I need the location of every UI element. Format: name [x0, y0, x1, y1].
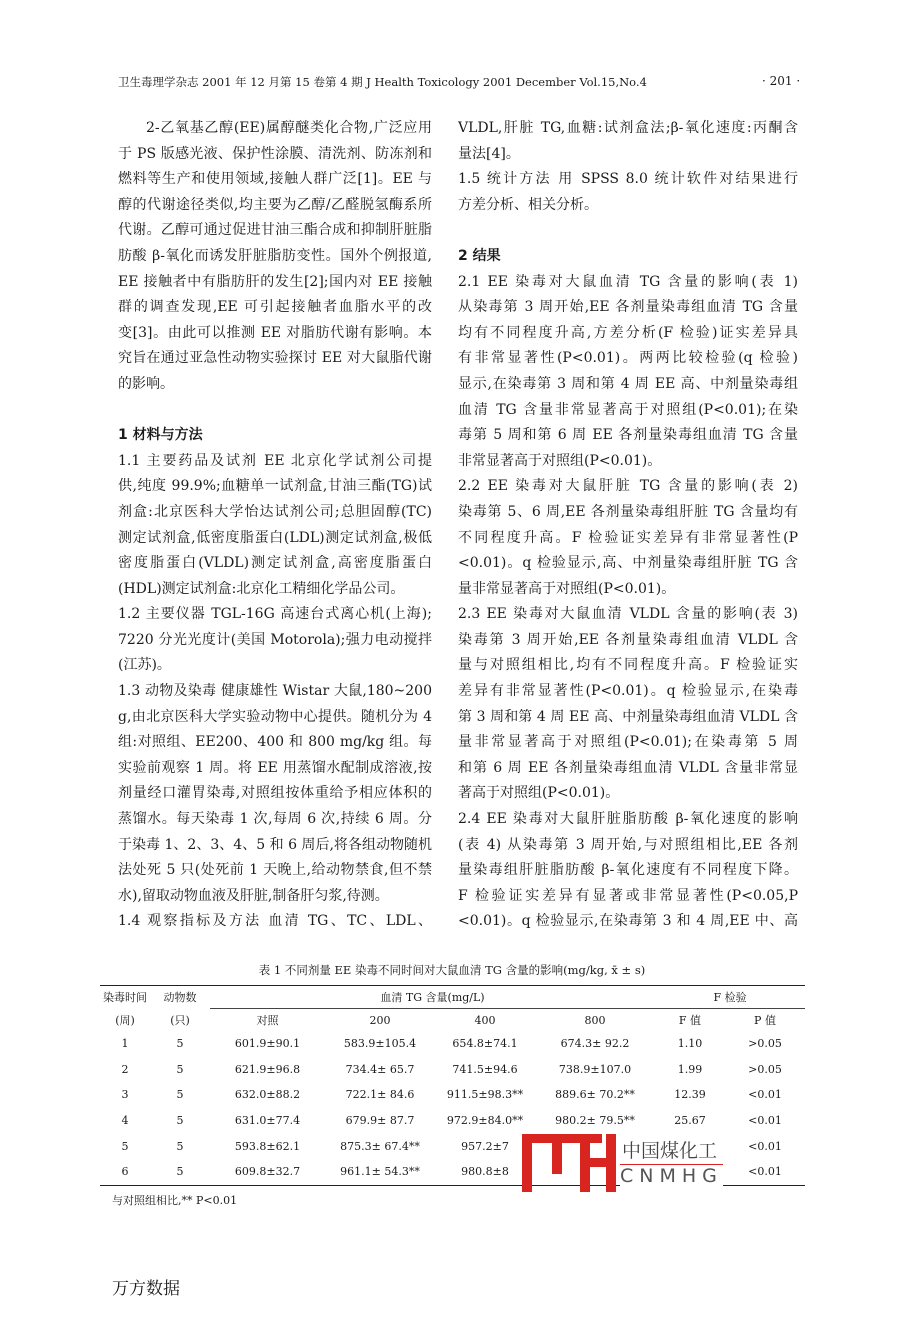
right-column	[458, 116, 798, 935]
text-line: 实验前观察 1 周。将 EE 用蒸馏水配制成溶液,按	[118, 759, 432, 776]
text-line: VLDL,肝脏 TG,血糖:试剂盒法;β-氧化速度:丙酮含	[458, 120, 798, 136]
table-cell: 5	[150, 1159, 210, 1185]
table-cell: 957.2±7	[461, 1139, 509, 1153]
table-cell: 5	[176, 1114, 184, 1128]
text-line: (HDL)测定试剂盒:北京化工精细化学品公司。	[118, 580, 405, 597]
table-cell: 621.9±96.8	[234, 1062, 301, 1076]
table-cell: 738.9±107.0	[558, 1062, 632, 1076]
text-line: 差异有非常显著性(P<0.01)。q 检验显示,在染毒	[458, 683, 798, 700]
text-line: 1.3 动物及染毒 健康雄性 Wistar 大鼠,180~200	[118, 683, 432, 700]
text-line: 2-乙氧基乙醇(EE)属醇醚类化合物,广泛应用	[146, 120, 432, 136]
text-line: F 检验证实差异有显著或非常显著性(P<0.05,P	[458, 887, 798, 904]
text-line: 1.5 统计方法 用 SPSS 8.0 统计软件对结果进行	[458, 171, 798, 188]
text-line: 蒸馏水。每天染毒 1 次,每周 6 次,持续 6 周。分	[118, 811, 432, 828]
table-cell: 1.10	[677, 1037, 703, 1051]
table-cell: <0.01	[748, 1088, 782, 1102]
text-line: 组:对照组、EE200、400 和 800 mg/kg 组。每	[118, 734, 432, 751]
table-cell: 12.39	[674, 1088, 706, 1102]
text-line: 量非常显著高于对照组(P<0.01)。	[458, 580, 676, 597]
table-cell: 632.0±88.2	[234, 1088, 301, 1102]
text-line: 量法[4]。	[458, 145, 520, 162]
table-cell: <0.01	[748, 1114, 782, 1128]
text-line: 第 3 周和第 4 周 EE 高、中剂量染毒组血清 VLDL 含	[458, 708, 798, 725]
section-heading: 1 材料与方法	[118, 427, 203, 444]
table-cell: 601.9±90.1	[234, 1037, 301, 1051]
text-line: (江苏)。	[118, 657, 171, 674]
table-cell: 6	[100, 1159, 150, 1185]
watermark-subtext: CNMHG	[620, 1165, 723, 1187]
table-cell: 674.3± 92.2	[560, 1037, 630, 1051]
text-line: 的影响。	[118, 375, 174, 392]
text-line: 法处死 5 只(处死前 1 天晚上,给动物禁食,但不禁	[118, 862, 432, 879]
text-line: 2.3 EE 染毒对大鼠血清 VLDL 含量的影响(表 3)	[458, 606, 798, 623]
text-line: 染毒第 3 周开始,EE 各剂量染毒组血清 VLDL 含	[458, 631, 798, 648]
text-line: 群的调查发现,EE 可引起接触者血脂水平的改	[118, 299, 432, 316]
text-line: 究旨在通过亚急性动物实验探讨 EE 对大鼠脂代谢	[118, 350, 432, 367]
text-line: 均有不同程度升高,方差分析(F 检验)证实差异具	[458, 324, 798, 341]
table-row	[100, 1108, 805, 1134]
text-line: 于染毒 1、2、3、4、5 和 6 周后,将各组动物随机	[118, 836, 432, 853]
text-line: 染毒第 5、6 周,EE 各剂量染毒组肝脏 TG 含量均有	[458, 503, 798, 520]
table-cell: 1	[121, 1037, 129, 1051]
table-cell: 972.9±84.0**	[446, 1114, 524, 1128]
table-cell: 911.5±98.3**	[446, 1088, 524, 1102]
table-cell: 593.8±62.1	[234, 1139, 301, 1153]
table-cell: 5	[176, 1139, 184, 1153]
col-subheader: 800	[535, 1009, 655, 1032]
text-line: 1.1 主要药品及试剂 EE 北京化学试剂公司提	[118, 452, 432, 469]
text-line: 1.2 主要仪器 TGL-16G 高速台式离心机(上海);	[118, 606, 432, 623]
table-cell: 609.8±32.7	[210, 1159, 325, 1185]
table-row	[100, 1031, 805, 1057]
table-cell: 1.99	[677, 1062, 703, 1076]
table-cell: <0.01	[725, 1159, 805, 1185]
text-line: 不同程度升高。F 检验证实差异有非常显著性(P	[458, 529, 798, 546]
col-subheader: 400	[435, 1009, 535, 1032]
table-cell: 631.0±77.4	[234, 1114, 301, 1128]
text-line: <0.01)。q 检验显示,在染毒第 3 和 4 周,EE 中、高	[458, 913, 798, 930]
col-subheader: 对照	[210, 1009, 325, 1032]
text-line: 燃料等生产和使用领域,接触人群广泛[1]。EE 与	[118, 171, 432, 188]
table-cell: 583.9±105.4	[343, 1037, 417, 1051]
table-cell: 5	[176, 1062, 184, 1076]
running-header: 卫生毒理学杂志 2001 年 12 月第 15 卷第 4 期 J Health Toxicology 2001 December Vol.15,No.4	[118, 75, 647, 89]
text-line: 2.1 EE 染毒对大鼠血清 TG 含量的影响(表 1)	[458, 273, 798, 290]
text-line: 非常显著高于对照组(P<0.01)。	[458, 452, 662, 469]
col-header-ftest: F 检验	[655, 986, 805, 1009]
table-cell: >0.05	[748, 1037, 782, 1051]
text-line: 和第 6 周 EE 各剂量染毒组血清 VLDL 含量非常显	[458, 759, 798, 776]
table-cell: 961.1± 54.3**	[325, 1159, 435, 1185]
text-line: 2.2 EE 染毒对大鼠肝脏 TG 含量的影响(表 2)	[458, 478, 798, 495]
table-cell: 734.4± 65.7	[345, 1062, 415, 1076]
table-cell: 3	[121, 1088, 129, 1102]
text-line: 剂盒:北京医科大学怡达试剂公司;总胆固醇(TC)	[118, 503, 432, 520]
text-line: 著高于对照组(P<0.01)。	[458, 785, 620, 802]
text-line: 1.4 观察指标及方法 血清 TG、TC、LDL、	[118, 913, 432, 930]
text-line: 供,纯度 99.9%;血糖单一试剂盒,甘油三酯(TG)试	[118, 478, 432, 495]
text-line: 密度脂蛋白(VLDL)测定试剂盒,高密度脂蛋白	[118, 555, 432, 572]
col-header-count: 动物数	[150, 986, 210, 1009]
col-subheader: 200	[325, 1009, 435, 1032]
table-footnote: 与对照组相比,** P<0.01	[112, 1194, 238, 1207]
spacer	[118, 398, 432, 424]
table-caption: 表 1 不同剂量 EE 染毒不同时间对大鼠血清 TG 含量的影响(mg/kg, x̄ ± s)	[258, 963, 646, 977]
text-line: 毒第 5 周和第 6 周 EE 各剂量染毒组血清 TG 含量	[458, 427, 798, 444]
text-line: EE 接触者中有脂肪肝的发生[2];国内对 EE 接触	[118, 273, 432, 290]
text-line: (表 4) 从染毒第 3 周开始,与对照组相比,EE 各剂	[458, 836, 798, 853]
table-cell: 980.8±8	[435, 1159, 535, 1185]
text-line: 从染毒第 3 周开始,EE 各剂量染毒组血清 TG 含量	[458, 299, 798, 316]
text-line: 代谢。乙醇可通过促进甘油三酯合成和抑制肝脏脂	[118, 222, 432, 239]
text-line: 肪酸 β-氧化而诱发肝脏脂肪变性。国外个例报道,	[118, 247, 432, 264]
text-line: 2.4 EE 染毒对大鼠肝脏脂肪酸 β-氧化速度的影响	[458, 811, 798, 828]
table-cell: 5	[176, 1037, 184, 1051]
footer-source: 万方数据	[112, 1279, 180, 1299]
section-heading: 2 结果	[458, 247, 501, 264]
text-line: 量非常显著高于对照组(P<0.01);在染毒第 5 周	[458, 734, 798, 751]
left-column	[118, 116, 432, 935]
table-cell: 741.5±94.6	[452, 1062, 518, 1076]
table-cell: <0.01	[748, 1139, 782, 1153]
watermark-logo	[522, 1134, 616, 1192]
col-subheader: F 值	[655, 1009, 725, 1032]
text-line: 测定试剂盒,低密度脂蛋白(LDL)测定试剂盒,极低	[118, 529, 432, 546]
text-line: 方差分析、相关分析。	[458, 196, 598, 213]
spacer	[458, 218, 798, 244]
col-subheader: (只)	[170, 1013, 190, 1027]
text-line: 变[3]。由此可以推测 EE 对脂肪代谢有影响。本	[118, 324, 432, 341]
table-cell: 679.9± 87.7	[345, 1114, 415, 1128]
table-row	[100, 1057, 805, 1083]
table-cell: 2	[121, 1062, 129, 1076]
table-cell: 889.6± 70.2**	[555, 1088, 635, 1102]
col-header-tg: 血清 TG 含量(mg/L)	[210, 986, 655, 1009]
col-subheader: (周)	[115, 1013, 135, 1027]
text-line: 显示,在染毒第 3 周和第 4 周 EE 高、中剂量染毒组	[458, 375, 798, 392]
table-cell: >0.05	[748, 1062, 782, 1076]
table-cell: 5	[176, 1088, 184, 1102]
text-line: g,由北京医科大学实验动物中心提供。随机分为 4	[118, 708, 432, 725]
text-line: 有非常显著性(P<0.01)。两两比较检验(q 检验)	[458, 350, 798, 367]
col-subheader: P 值	[725, 1009, 805, 1032]
text-line: 醇的代谢途径类似,均主要为乙醇/乙醛脱氢酶系所	[118, 196, 432, 213]
table-cell: 875.3± 67.4**	[340, 1139, 420, 1153]
table-cell: 722.1± 84.6	[345, 1088, 415, 1102]
table-cell: 5	[121, 1139, 129, 1153]
table-row	[100, 1082, 805, 1108]
text-line: 血清 TG 含量非常显著高于对照组(P<0.01);在染	[458, 401, 798, 418]
table-cell: 654.8±74.1	[452, 1037, 518, 1051]
text-line: 于 PS 版感光液、保护性涂膜、清洗剂、防冻剂和	[118, 145, 432, 162]
text-line: 7220 分光光度计(美国 Motorola);强力电动搅拌	[118, 631, 432, 648]
col-header-time: 染毒时间	[100, 986, 150, 1009]
table-cell: 25.67	[674, 1114, 706, 1128]
text-line: <0.01)。q 检验显示,高、中剂量染毒组肝脏 TG 含	[458, 555, 798, 572]
page-number: · 201 ·	[762, 74, 801, 88]
text-line: 量染毒组肝脏脂肪酸 β-氧化速度有不同程度下降。	[458, 862, 798, 879]
text-line: 水),留取动物血液及肝脏,制备肝匀浆,待测。	[118, 887, 389, 904]
table-cell: 4	[121, 1114, 129, 1128]
text-line: 剂量经口灌胃染毒,对照组按体重给予相应体积的	[118, 785, 432, 802]
table-cell: 980.2± 79.5**	[555, 1114, 635, 1128]
watermark-text: 中国煤化工	[620, 1136, 719, 1163]
text-line: 量与对照组相比,均有不同程度升高。F 检验证实	[458, 657, 798, 674]
